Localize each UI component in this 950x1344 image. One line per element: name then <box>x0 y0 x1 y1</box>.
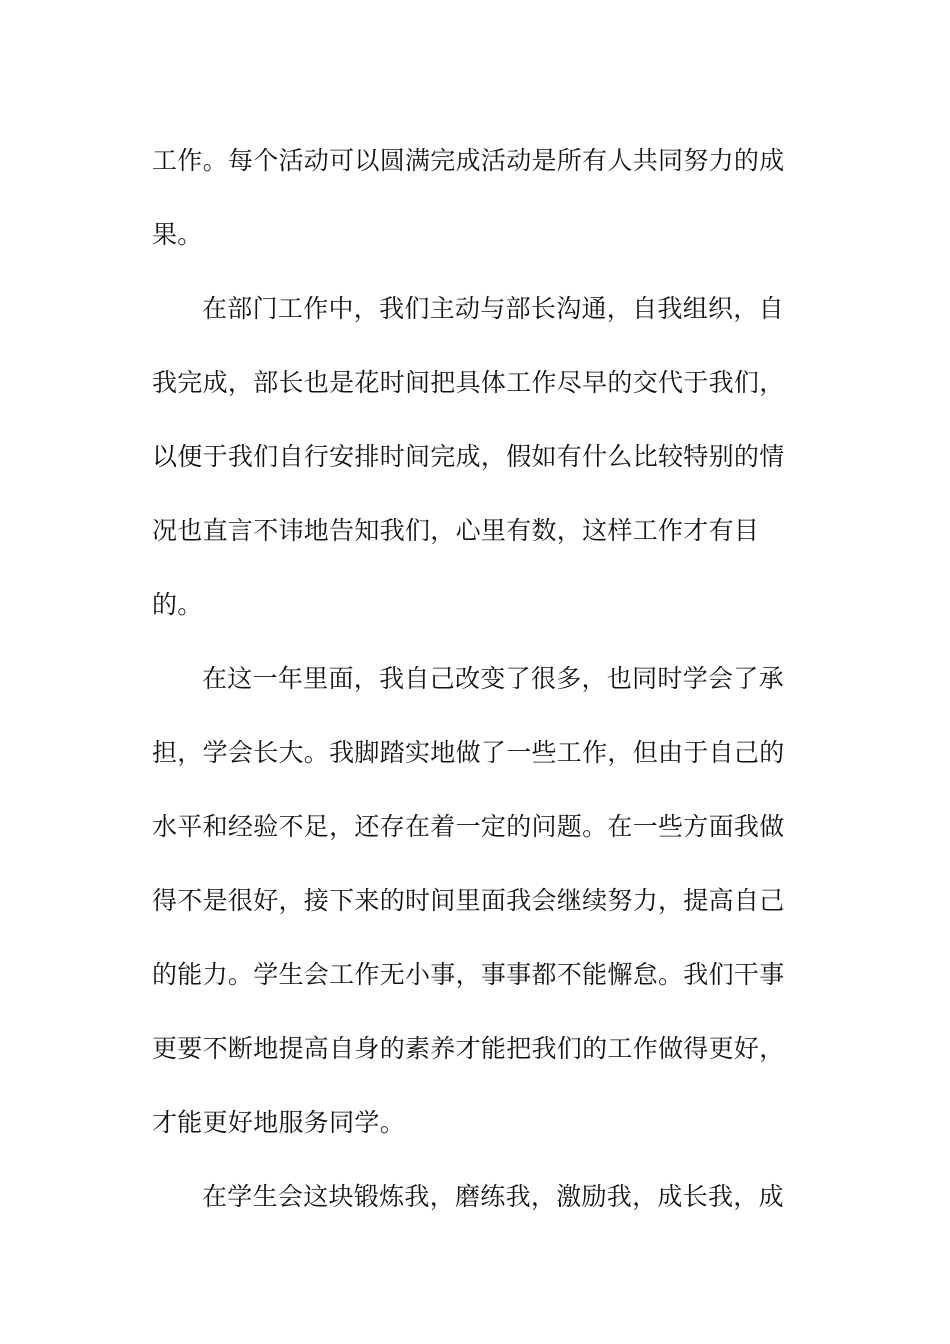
text-line: 担，学会长大。我脚踏实地做了一些工作，但由于自己的 <box>152 738 785 767</box>
text-line: 的。 <box>152 590 203 619</box>
text-line: 况也直言不讳地告知我们，心里有数，这样工作才有目 <box>152 516 760 545</box>
text-line: 果。 <box>152 220 203 249</box>
text-line: 工作。每个活动可以圆满完成活动是所有人共同努力的成 <box>152 146 785 175</box>
text-line: 我完成，部长也是花时间把具体工作尽早的交代于我们， <box>152 368 785 397</box>
text-line: 更要不断地提高自身的素养才能把我们的工作做得更好， <box>152 1034 785 1063</box>
text-line: 在学生会这块锻炼我，磨练我，激励我，成长我，成 <box>202 1182 784 1211</box>
text-line: 以便于我们自行安排时间完成，假如有什么比较特别的情 <box>152 442 785 471</box>
text-line: 水平和经验不足，还存在着一定的问题。在一些方面我做 <box>152 812 785 841</box>
text-line: 的能力。学生会工作无小事，事事都不能懈怠。我们干事 <box>152 960 785 989</box>
text-line: 才能更好地服务同学。 <box>152 1108 406 1137</box>
text-line: 得不是很好，接下来的时间里面我会继续努力，提高自己 <box>152 886 785 915</box>
body-text <box>152 124 792 1234</box>
text-line: 在这一年里面，我自己改变了很多，也同时学会了承 <box>202 664 784 693</box>
text-line: 在部门工作中，我们主动与部长沟通，自我组织，自 <box>202 294 784 323</box>
